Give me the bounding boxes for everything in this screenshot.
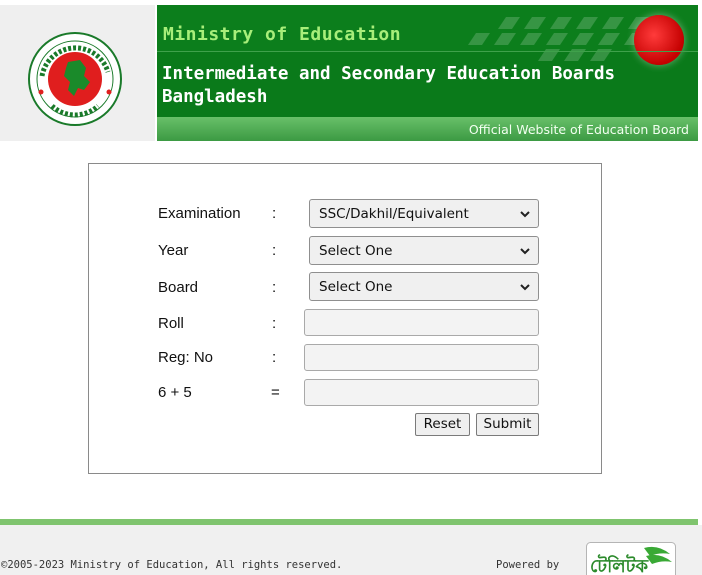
site-header — [0, 0, 702, 142]
powered-by-text: Powered by — [496, 559, 560, 571]
flag-red-disc — [634, 15, 684, 65]
year-select[interactable] — [309, 236, 539, 265]
year-select-value: Select One — [319, 243, 393, 259]
year-colon: : — [272, 242, 277, 259]
reg-no-input[interactable] — [304, 344, 539, 371]
roll-colon: : — [272, 315, 277, 332]
header-banner — [157, 5, 698, 141]
board-colon: : — [272, 279, 277, 296]
roll-input[interactable] — [304, 309, 539, 336]
reg-no-colon: : — [272, 349, 277, 366]
year-label: Year — [158, 242, 189, 259]
ministry-title: Ministry of Education — [163, 24, 402, 45]
captcha-equals: = — [271, 384, 280, 401]
copyright-text: ©2005-2023 Ministry of Education, All rights reserved. — [1, 559, 343, 571]
examination-label: Examination — [158, 205, 241, 222]
reg-no-label: Reg: No — [158, 349, 214, 366]
teletalk-logo[interactable] — [586, 542, 676, 575]
teletalk-logo-text: টেলিটক — [590, 556, 649, 575]
boards-title: Intermediate and Secondary Education Boards Bangladesh — [162, 64, 616, 107]
logo-panel — [0, 5, 155, 141]
banner-divider — [157, 51, 698, 52]
board-select-value: Select One — [319, 279, 393, 295]
roll-label: Roll — [158, 315, 184, 332]
chevron-down-icon — [519, 281, 531, 293]
reset-button[interactable]: Reset — [415, 413, 470, 436]
examination-select[interactable] — [309, 199, 539, 228]
examination-colon: : — [272, 205, 277, 222]
bangladesh-government-seal-icon — [28, 32, 122, 126]
captcha-question: 6 + 5 — [158, 384, 192, 401]
examination-select-value: SSC/Dakhil/Equivalent — [319, 206, 469, 222]
board-select[interactable] — [309, 272, 539, 301]
board-label: Board — [158, 279, 199, 296]
chevron-down-icon — [519, 208, 531, 220]
official-website-text: Official Website of Education Board — [468, 122, 689, 137]
submit-button[interactable]: Submit — [476, 413, 539, 436]
chevron-down-icon — [519, 245, 531, 257]
captcha-answer-input[interactable] — [304, 379, 539, 406]
